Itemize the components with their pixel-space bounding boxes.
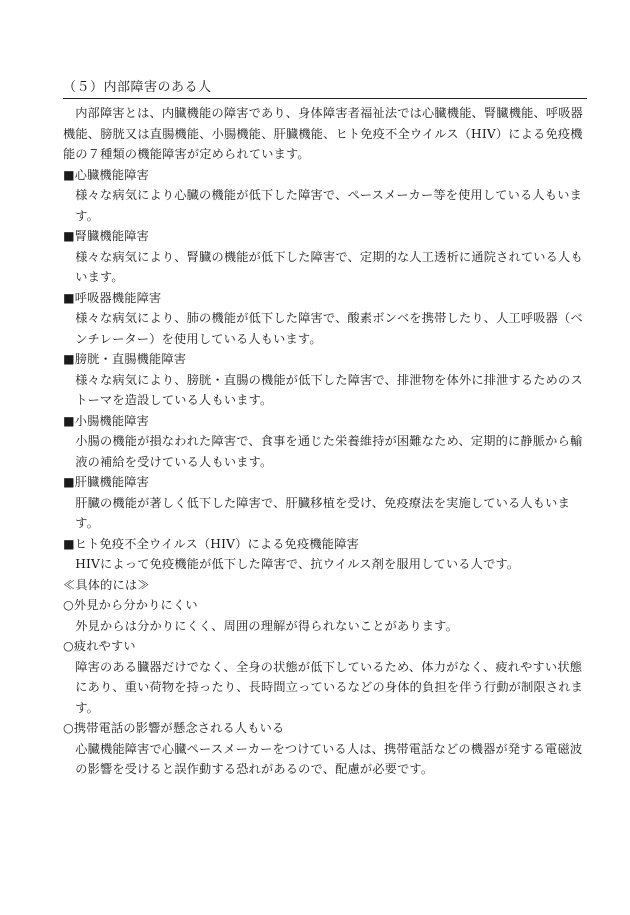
intro-paragraph: 内部障害とは、内臓機能の障害であり、身体障害者福祉法では心臓機能、腎臓機能、呼吸器機能、膀胱又は直腸機能、小腸機能、肝臓機能、ヒト免疫不全ウイルス（HIV）による免疫機能の７種類の機能障害が定められています。 (63, 106, 584, 161)
square-bullet-icon: ■ (63, 167, 75, 182)
disorder-description: 様々な病気により、肺の機能が低下した障害で、酸素ボンベを携帯したり、人工呼吸器（ベンチレーター）を使用している人もいます。 (75, 311, 583, 346)
disorder-block-heart (63, 165, 587, 227)
disorder-heading (63, 226, 587, 247)
disorder-heading-text: 肝臓機能障害 (74, 475, 150, 489)
disorder-heading-text: ヒト免疫不全ウイルス（HIV）による免疫機能障害 (74, 536, 359, 551)
disorder-block-hiv (63, 534, 587, 575)
specific-item-mobile-phone (63, 718, 587, 780)
disorder-block-kidney (63, 226, 587, 288)
square-bullet-icon: ■ (63, 413, 75, 428)
disorder-description: HIVによって免疫機能が低下した障害で、抗ウイルス剤を服用している人です。 (75, 557, 520, 571)
disorder-description: 様々な病気により、腎臓の機能が低下した障害で、定期的な人工透析に通院されている人もいます。 (75, 249, 583, 284)
disorder-heading-text: 呼吸器機能障害 (74, 290, 162, 305)
section-title: （５）内部障害のある人 (63, 78, 587, 99)
disorder-heading-text: 心臓機能障害 (74, 167, 150, 182)
square-bullet-icon: ■ (63, 536, 75, 551)
disorder-heading (63, 165, 587, 186)
square-bullet-icon: ■ (63, 475, 75, 489)
specific-item-heading (63, 636, 587, 657)
disorder-description: 様々な病気により、膀胱・直腸の機能が低下した障害で、排泄物を体外に排泄するためのストーマを造設している人もいます。 (75, 372, 583, 407)
circle-bullet-icon: ○ (63, 598, 74, 612)
disorder-heading (63, 411, 587, 432)
disorder-block-small-intestine (63, 411, 587, 473)
circle-bullet-icon: ○ (63, 721, 74, 735)
specific-item-heading-text: 疲れやすい (73, 639, 136, 653)
specifics-heading: ≪具体的には≫ (63, 577, 150, 592)
disorder-heading (63, 288, 587, 309)
specific-item-heading (63, 595, 587, 616)
specific-item-description: 外見からは分かりにくく、周囲の理解が得られないことがあります。 (75, 618, 458, 633)
circle-bullet-icon: ○ (63, 639, 74, 653)
specific-item-heading-text: 外見から分かりにくい (73, 598, 198, 612)
disorder-description: 肝臓の機能が著しく低下した障害で、肝臓移植を受け、免疫療法を実施している人もいます。 (75, 495, 570, 530)
disorder-block-liver (63, 472, 587, 534)
disorder-description: 小腸の機能が損なわれた障害で、食事を通じた栄養維持が困難なため、定期的に静脈から輸液の補給を受けている人もいます。 (75, 434, 583, 469)
document-page (63, 78, 587, 780)
specific-item-description: 障害のある臓器だけでなく、全身の状態が低下しているため、体力がなく、疲れやすい状態にあり、重い荷物を持ったり、長時間立っているなどの身体的負担を伴う行動が制限されます。 (75, 659, 584, 715)
disorder-heading-text: 膀胱・直腸機能障害 (74, 352, 187, 366)
disorder-heading-text: 腎臓機能障害 (74, 229, 150, 243)
specific-item-fatigue (63, 636, 587, 718)
specific-item-heading (63, 718, 587, 739)
disorder-block-bladder-rectum (63, 349, 587, 411)
specific-item-hard-to-see (63, 595, 587, 636)
square-bullet-icon: ■ (63, 352, 75, 366)
square-bullet-icon: ■ (63, 229, 75, 243)
disorder-block-respiratory (63, 288, 587, 350)
square-bullet-icon: ■ (63, 290, 75, 305)
disorder-heading-text: 小腸機能障害 (74, 413, 150, 428)
specific-item-description: 心臓機能障害で心臓ペースメーカーをつけている人は、携帯電話などの機器が発する電磁波の影響を受けると誤作動する恐れがあるので、配慮が必要です。 (75, 741, 583, 776)
disorder-description: 様々な病気により心臓の機能が低下した障害で、ペースメーカー等を使用している人もいます。 (75, 188, 582, 223)
disorder-heading (63, 349, 587, 370)
disorder-heading (63, 534, 587, 555)
disorder-heading (63, 472, 587, 493)
specific-item-heading-text: 携帯電話の影響が懸念される人もいる (73, 721, 285, 735)
